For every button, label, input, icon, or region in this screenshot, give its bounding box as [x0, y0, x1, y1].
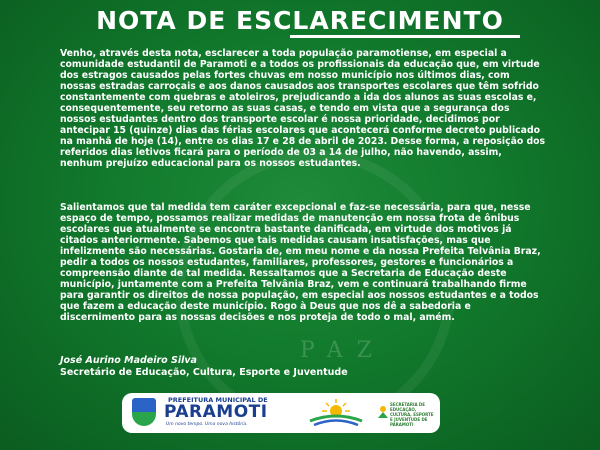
city-name: PARAMOTI — [164, 402, 268, 422]
paragraph-2: Salientamos que tal medida tem caráter excepcional e faz-se necessária, para que, nesse espaço de tempo, possamos realizar medidas de manutenção em nossa frota de ônibus escolares que atualmente se encontra bastante danificada, em virtude dos motivos já citados anteriormente. Sabemos que tais medidas causam insatisfações, mas que infelizmente são necessárias. Gostaria de, em meu nome e da nossa Prefeita Telvânia Braz, pedir a todos os nossos estudantes, familiares, professores, gestores e funcionários a compreensão diante de tal medida. Ressaltamos que a Secretaria de Educação deste município, juntamente com a Prefeita Telvânia Braz, vem e continuará trabalhando firme para garantir os direitos de nossa população, em especial aos nossos estudantes e a todos que fazem a educação deste município. Rogo à Deus que nos dê a sabedoria e discernimento para as nossas decisões e nos proteja de todo o mal, amém. — [60, 202, 541, 323]
secretaria-logo-icon — [377, 405, 389, 419]
footer-logo-bar — [122, 393, 440, 433]
title-underline — [290, 35, 520, 38]
slogan: Um novo tempo. Uma nova história. — [166, 422, 248, 427]
city-crest-icon — [132, 398, 156, 426]
secretaria-label: SECRETARIA DE EDUCAÇÃO, CULTURA, ESPORTE E JUVENTUDE DE PARAMOTI — [390, 402, 434, 427]
sun-logo-icon — [308, 397, 364, 427]
signature-role: Secretário de Educação, Cultura, Esporte e Juventude — [60, 367, 348, 378]
signature-name: José Aurino Madeiro Silva — [60, 355, 197, 366]
prefeitura-label: PREFEITURA MUNICIPAL DE — [168, 396, 268, 404]
page-title: NOTA DE ESCLARECIMENTO — [96, 6, 504, 35]
paragraph-1: Venho, através desta nota, esclarecer a toda população paramotiense, em especial a comunidade estudantil de Paramoti e a todos os profissionais da educação que, em virtude dos estragos causados pelas fortes chuvas em nosso município nos últimos dias, com nossas estradas carroçais e aos danos causados aos transportes escolares que têm sofrido constantemente com quebras e atoleiros, prejudicando a ida dos alunos as suas escolas e, consequentemente, seu retorno as suas casas, e tendo em vista que a segurança dos nossos estudantes dentro dos transporte escolar é nossa prioridade, decidimos por antecipar 15 (quinze) dias das férias escolares que acontecerá conforme decreto publicado na manhã de hoje (14), entre os dias 17 e 28 de abril de 2023. Desse forma, a reposição dos referidos dias letivos ficará para o período de 03 a 14 de julho, não havendo, assim, nenhum prejuízo educacional para os nossos estudantes. — [60, 48, 546, 169]
watermark-text: PAZ — [300, 338, 386, 363]
